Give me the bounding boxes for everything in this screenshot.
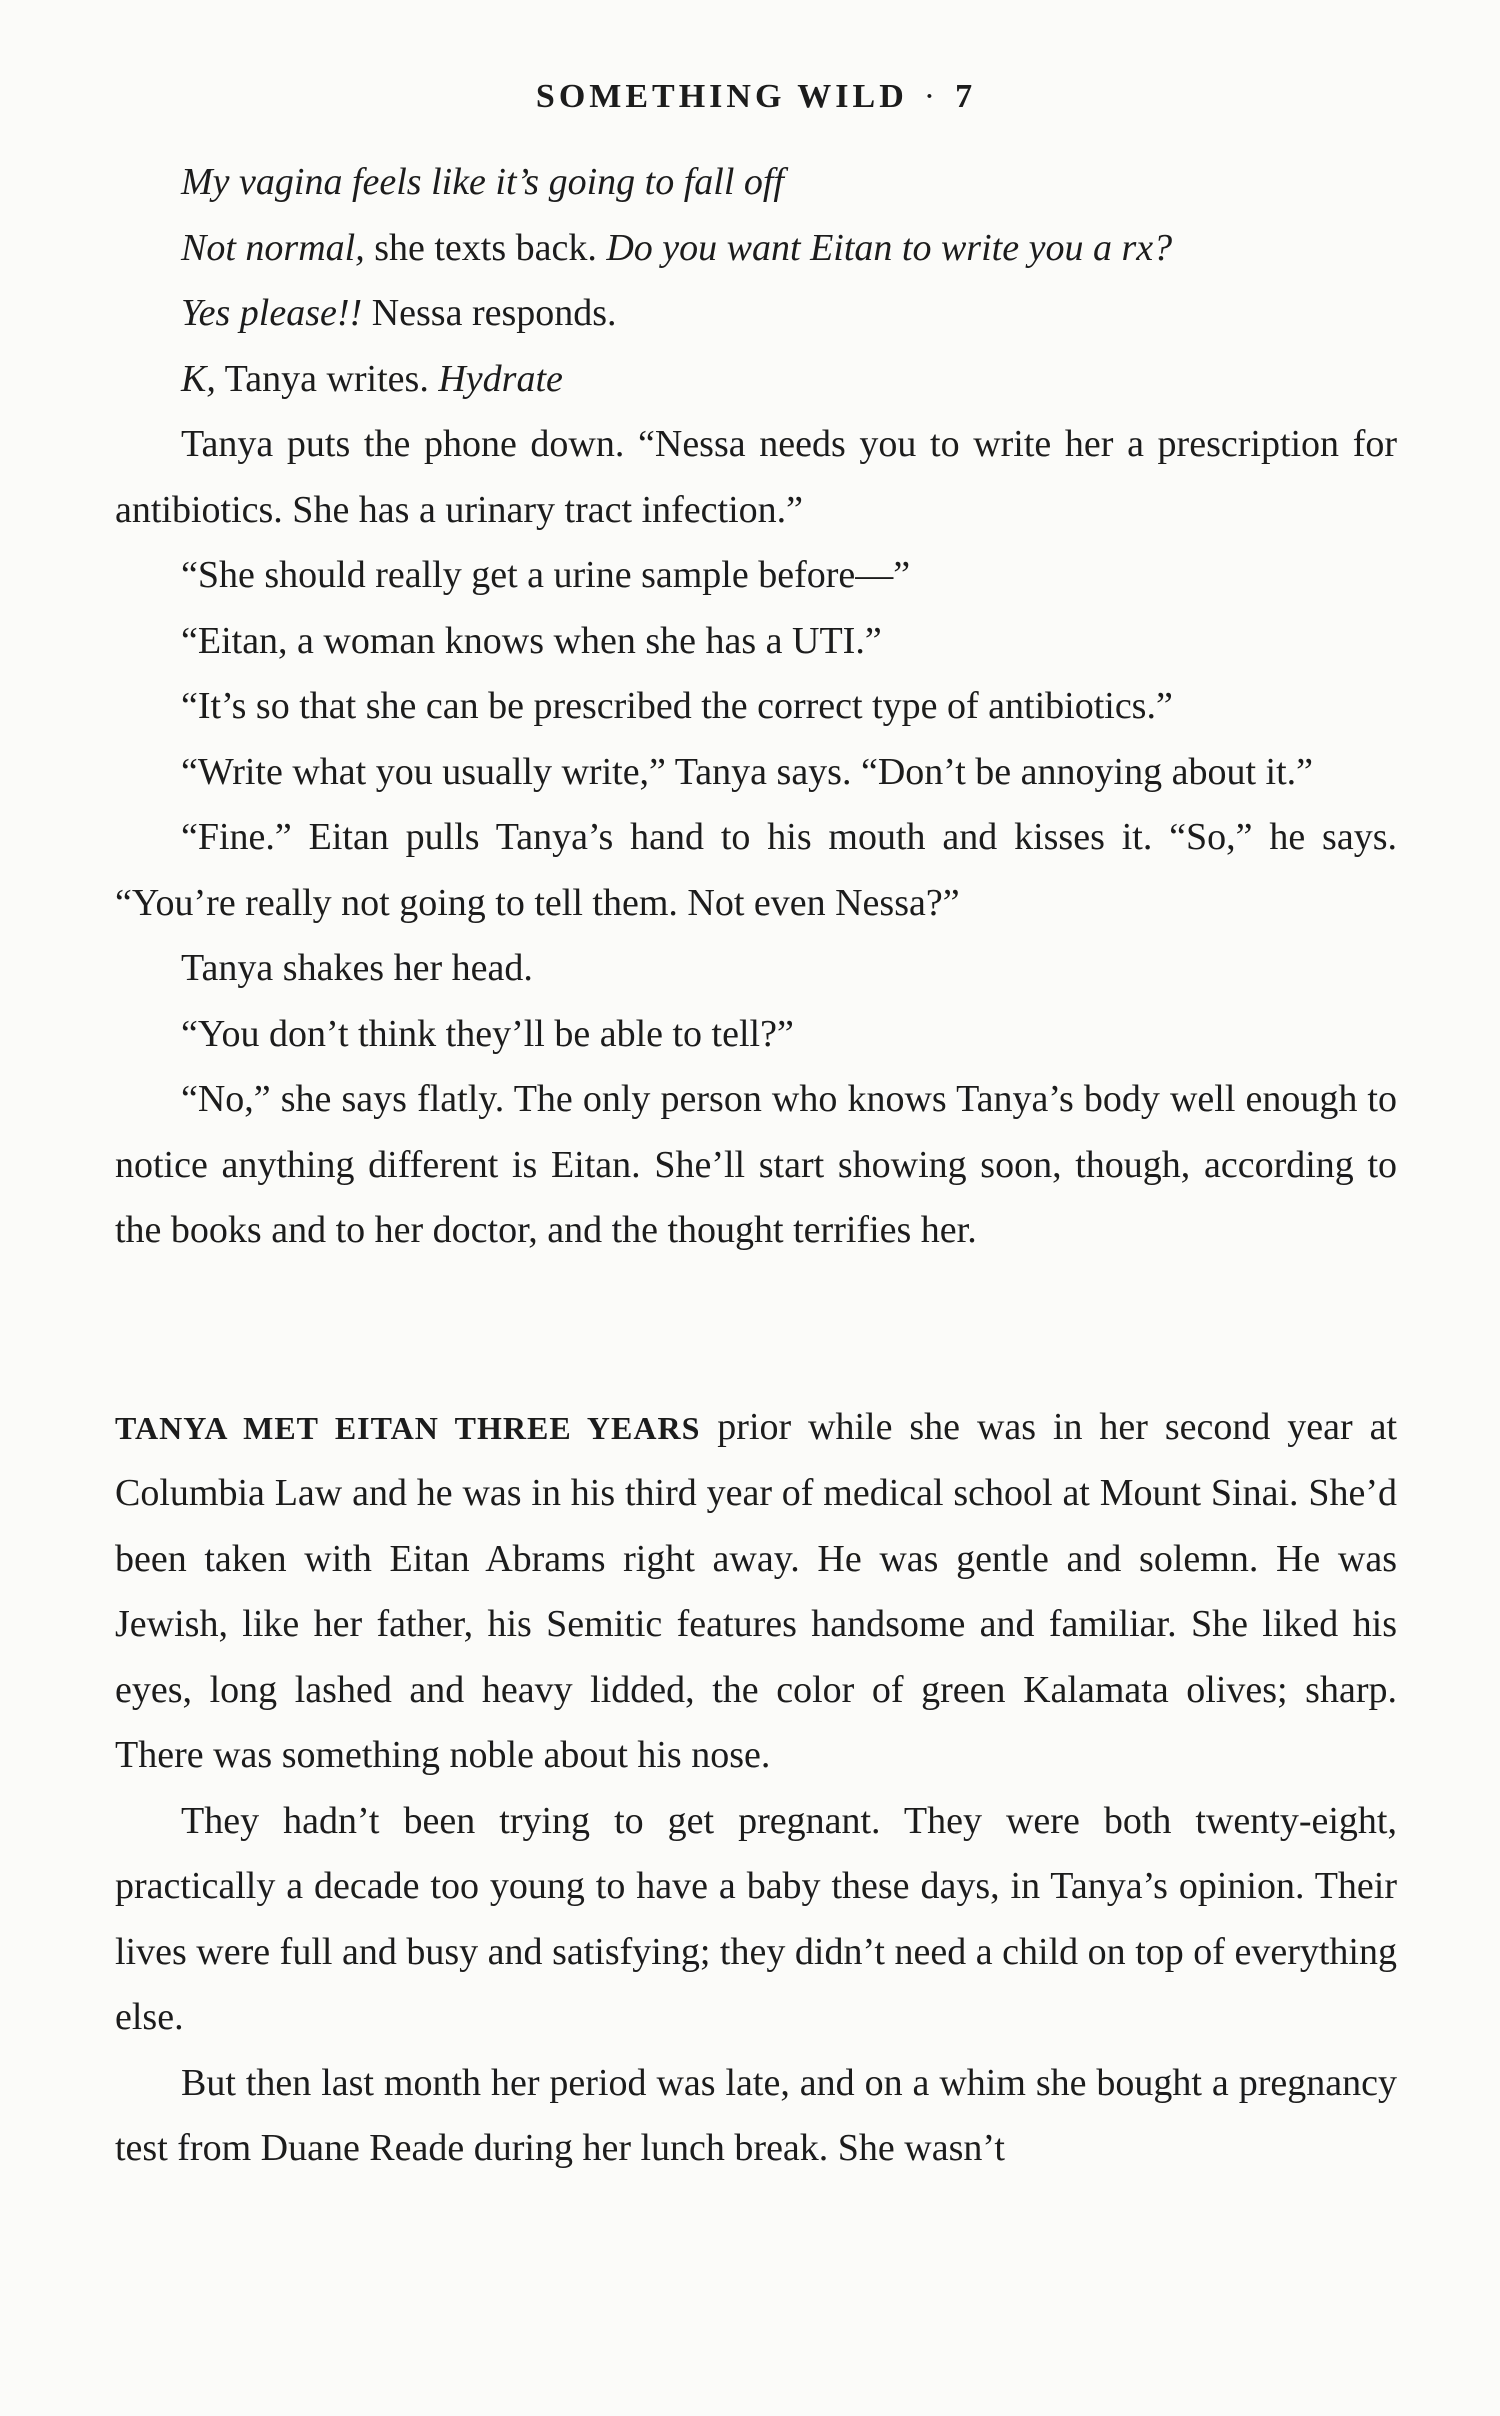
text-run: she texts back.	[364, 226, 607, 269]
text-run: K,	[181, 357, 216, 400]
page-number: 7	[955, 78, 977, 115]
text-run: prior while she was in her second year at Columbia Law and he was in his third year of medical school at Mount Sinai. She’d been taken with Eitan Abrams right away. He was gentle and solemn. He was Jewish, like her father, his Semitic features handsome and familiar. She liked his eyes, long lashed and heavy lidded, the color of green Kalamata olives; sharp. There was something noble about his nose.	[115, 1405, 1398, 1776]
text-run: “You don’t think they’ll be able to tell?”	[181, 1012, 794, 1055]
book-page	[115, 60, 1397, 2182]
paragraph	[115, 216, 1397, 282]
text-run: But then last month her period was late, and on a whim she bought a pregnancy test from Duane Reade during her lunch break. She wasn’t	[115, 2061, 1397, 2169]
text-run: Tanya shakes her head.	[181, 947, 533, 989]
header-separator: ·	[923, 78, 940, 115]
text-run: “Fine.” Eitan pulls Tanya’s hand to his mouth and kisses it. “So,” he says. “You’re really not going to tell them. Not even Nessa?”	[115, 816, 1397, 924]
text-run: They hadn’t been trying to get pregnant. They were both twenty-eight, practically a decade too young to have a baby these days, in Tanya’s opinion. Their lives were full and busy and satisfying; they didn’t need a child on top of everything else.	[115, 1799, 1397, 2038]
text-run: Tanya writes.	[215, 357, 439, 400]
running-head	[115, 72, 1397, 122]
paragraph	[115, 1002, 1397, 1068]
text-run: Nessa responds.	[362, 292, 617, 334]
paragraph	[115, 1395, 1397, 1789]
paragraph	[115, 543, 1397, 609]
text-run: Do you want Eitan to write you a rx?	[606, 226, 1173, 269]
text-run: “Eitan, a woman knows when she has a UTI.”	[181, 619, 882, 662]
paragraph	[115, 1067, 1397, 1264]
paragraph	[115, 674, 1397, 740]
text-run: Hydrate	[438, 357, 563, 400]
text-run: “She should really get a urine sample before—”	[181, 554, 911, 596]
paragraph	[115, 150, 1397, 216]
book-title: SOMETHING WILD	[535, 78, 908, 115]
paragraph	[115, 936, 1397, 1002]
paragraph	[115, 1789, 1397, 2051]
paragraph	[115, 412, 1397, 543]
section-lead-in: TANYA MET EITAN THREE YEARS	[115, 1409, 701, 1446]
text-run: Tanya puts the phone down. “Nessa needs you to write her a prescription for antibiotics. She has a urinary tract infection.”	[115, 423, 1397, 531]
text-run: Yes please!!	[181, 292, 363, 334]
paragraph	[115, 347, 1397, 413]
text-run: My vagina feels like it’s going to fall off	[181, 161, 784, 203]
paragraph	[115, 2051, 1397, 2182]
text-run: “No,” she says flatly. The only person who knows Tanya’s body well enough to notice anything different is Eitan. She’ll start showing soon, though, according to the books and to her doctor, and the thought terrifies her.	[115, 1078, 1397, 1251]
text-run: Not normal,	[181, 226, 365, 269]
paragraph	[115, 805, 1397, 936]
paragraph	[115, 281, 1397, 347]
section-break	[115, 1264, 1397, 1395]
paragraph	[115, 609, 1397, 675]
text-run: “Write what you usually write,” Tanya says. “Don’t be annoying about it.”	[181, 750, 1314, 793]
body-text	[115, 150, 1397, 2182]
paragraph	[115, 740, 1397, 806]
text-run: “It’s so that she can be prescribed the correct type of antibiotics.”	[181, 685, 1173, 727]
